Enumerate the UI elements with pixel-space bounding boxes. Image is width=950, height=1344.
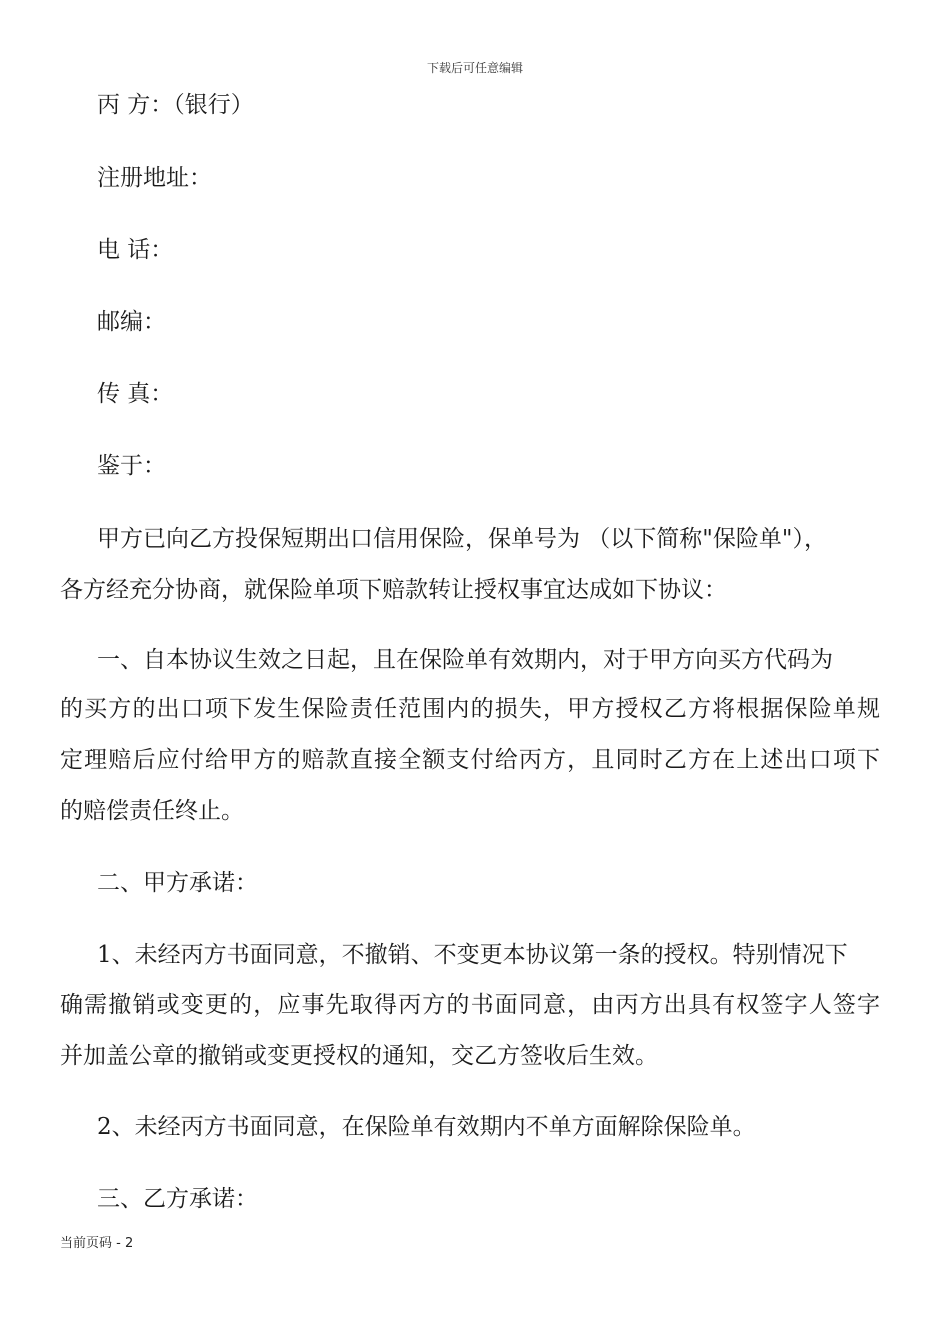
field-postcode: 邮编： (97, 309, 166, 335)
field-registered-address: 注册地址： (97, 165, 212, 191)
intro-line-1: 甲方已向乙方投保短期出口信用保险，保单号为 （以下简称"保险单"）， (97, 526, 827, 552)
page-header: 下载后可任意编辑 (426, 61, 523, 75)
field-fax: 传 真： (97, 381, 174, 407)
field-whereas: 鉴于： (97, 453, 166, 479)
clause2-item2: 2、未经丙方书面同意，在保险单有效期内不单方面解除保险单。 (97, 1114, 756, 1140)
intro-line-2: 各方经充分协商，就保险单项下赔款转让授权事宜达成如下协议： (60, 577, 727, 603)
field-bank-party: 丙 方：（银行） (97, 92, 254, 118)
clause2-title: 二、甲方承诺： (97, 870, 258, 896)
clause1-line-4: 的赔偿责任终止。 (60, 798, 244, 824)
page-number: 当前页码 - 2 (60, 1236, 134, 1251)
clause1-line-2: 的买方的出口项下发生保险责任范围内的损失，甲方授权乙方将根据保险单规 (60, 696, 880, 722)
clause2-item1-line-1: 1、未经丙方书面同意，不撤销、不变更本协议第一条的授权。特别情况下 (97, 942, 848, 968)
clause3-title: 三、乙方承诺： (97, 1186, 258, 1212)
clause1-line-1: 一、自本协议生效之日起，且在保险单有效期内，对于甲方向买方代码为 (97, 647, 833, 673)
field-phone: 电 话： (97, 237, 174, 263)
clause1-line-3: 定理赔后应付给甲方的赔款直接全额支付给丙方，且同时乙方在上述出口项下 (60, 747, 880, 773)
clause2-item1-line-2: 确需撤销或变更的，应事先取得丙方的书面同意，由丙方出具有权签字人签字 (60, 992, 880, 1018)
clause2-item1-line-3: 并加盖公章的撤销或变更授权的通知，交乙方签收后生效。 (60, 1043, 658, 1069)
